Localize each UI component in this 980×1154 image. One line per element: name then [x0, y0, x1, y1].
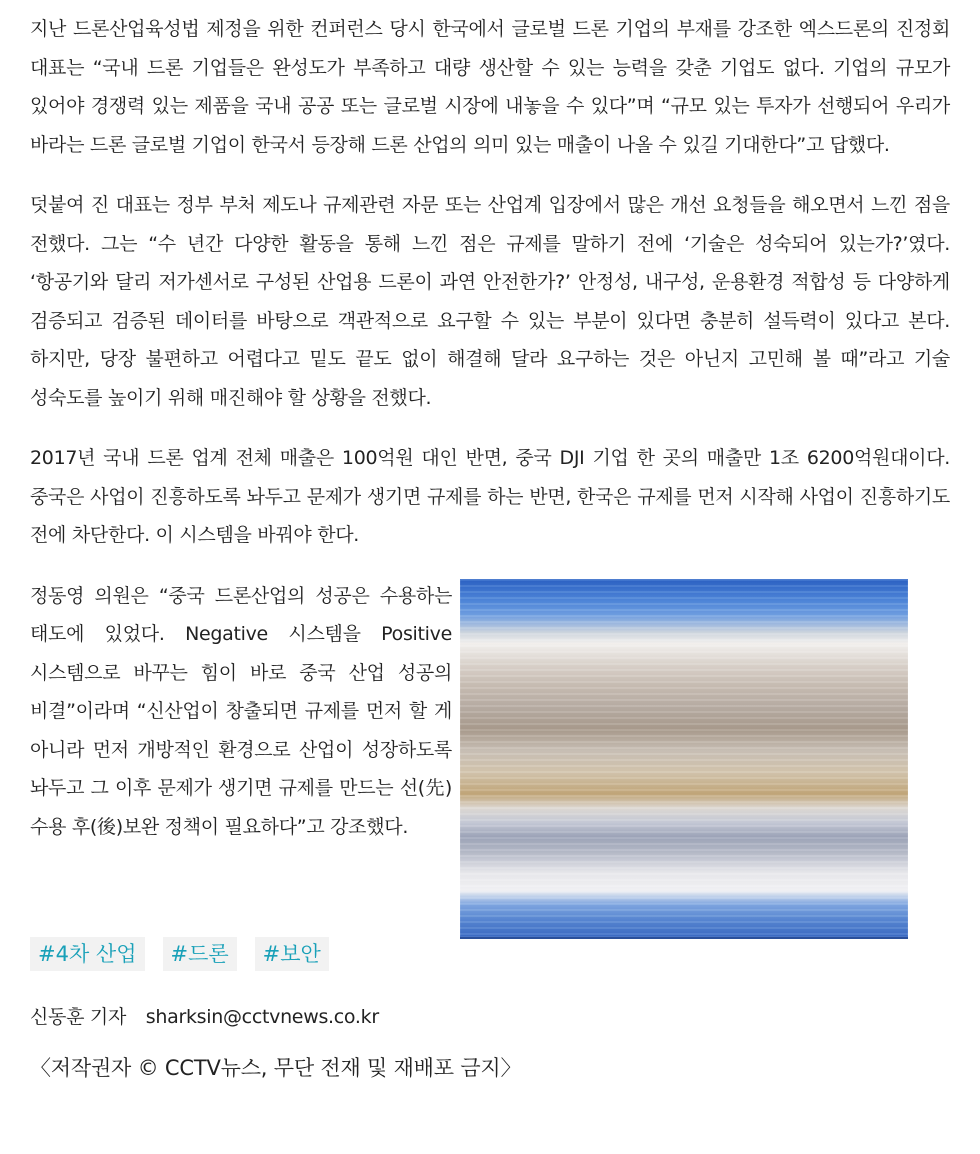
article-paragraph: 2017년 국내 드론 업계 전체 매출은 100억원 대인 반면, 중국 DJI 기업 한 곳의 매출만 1조 6200억원대이다. 중국은 사업이 진흥하도록 놔두고 문제가 생기면 규제를 하는 반면, 한국은 규제를 먼저 시작해 사업이 진흥하기도 전에 차단한다. 이 시스템을 바꿔야 한다.	[30, 447, 950, 546]
byline	[30, 1003, 950, 1031]
reporter-name: 신동훈 기자	[30, 1005, 127, 1028]
article-paragraph: 덧붙여 진 대표는 정부 부처 제도나 규제관련 자문 또는 산업계 입장에서 많은 개선 요청들을 해오면서 느낀 점을 전했다. 그는 “수 년간 다양한 활동을 통해 느낀 점은 규제를 말하기 전에 ‘기술은 성숙되어 있는가?’였다. ‘항공기와 달리 저가센서로 구성된 산업용 드론이 과연 안전한가?’ 안정성, 내구성, 운용환경 적합성 등 다양하게 검증되고 검증된 데이터를 바탕으로 객관적으로 요구할 수 있는 부분이 있다면 충분히 설득력이 있다고 본다. 하지만, 당장 불편하고 어렵다고 밑도 끝도 없이 해결해 달라 요구하는 것은 아닌지 고민해 볼 때”라고 기술 성숙도를 높이기 위해 매진해야 할 상황을 전했다.	[30, 194, 950, 409]
tag-link[interactable]: #4차 산업	[30, 937, 145, 971]
reporter-email[interactable]: sharksin@cctvnews.co.kr	[145, 1005, 379, 1028]
article-image[interactable]	[460, 579, 908, 939]
tag-link[interactable]: #드론	[163, 937, 237, 971]
tag-link[interactable]: #보안	[255, 937, 329, 971]
article-paragraph: 지난 드론산업육성법 제정을 위한 컨퍼런스 당시 한국에서 글로벌 드론 기업의 부재를 강조한 엑스드론의 진정회 대표는 “국내 드론 기업들은 완성도가 부족하고 대량 생산할 수 있는 능력을 갖춘 기업도 없다. 기업의 규모가 있어야 경쟁력 있는 제품을 국내 공공 또는 글로벌 시장에 내놓을 수 있다”며 “규모 있는 투자가 선행되어 우리가 바라는 드론 글로벌 기업이 한국서 등장해 드론 산업의 의미 있는 매출이 나올 수 있길 기대한다”고 답했다.	[30, 18, 950, 156]
copyright-notice: 〈저작권자 © CCTV뉴스, 무단 전재 및 재배포 금지〉	[30, 1055, 522, 1080]
image-text-block	[30, 577, 950, 937]
tag-list	[30, 937, 950, 971]
float-text-column	[30, 577, 452, 847]
article-paragraph: 정동영 의원은 “중국 드론산업의 성공은 수용하는 태도에 있었다. Negative 시스템을 Positive 시스템으로 바꾸는 힘이 바로 중국 산업 성공의 비결”이라며 “신산업이 창출되면 규제를 먼저 할 게 아니라 먼저 개방적인 환경으로 산업이 성장하도록 놔두고 그 이후 문제가 생기면 규제를 만드는 선(先)수용 후(後)보완 정책이 필요하다”고 강조했다.	[30, 584, 452, 838]
article-body	[30, 10, 950, 1083]
